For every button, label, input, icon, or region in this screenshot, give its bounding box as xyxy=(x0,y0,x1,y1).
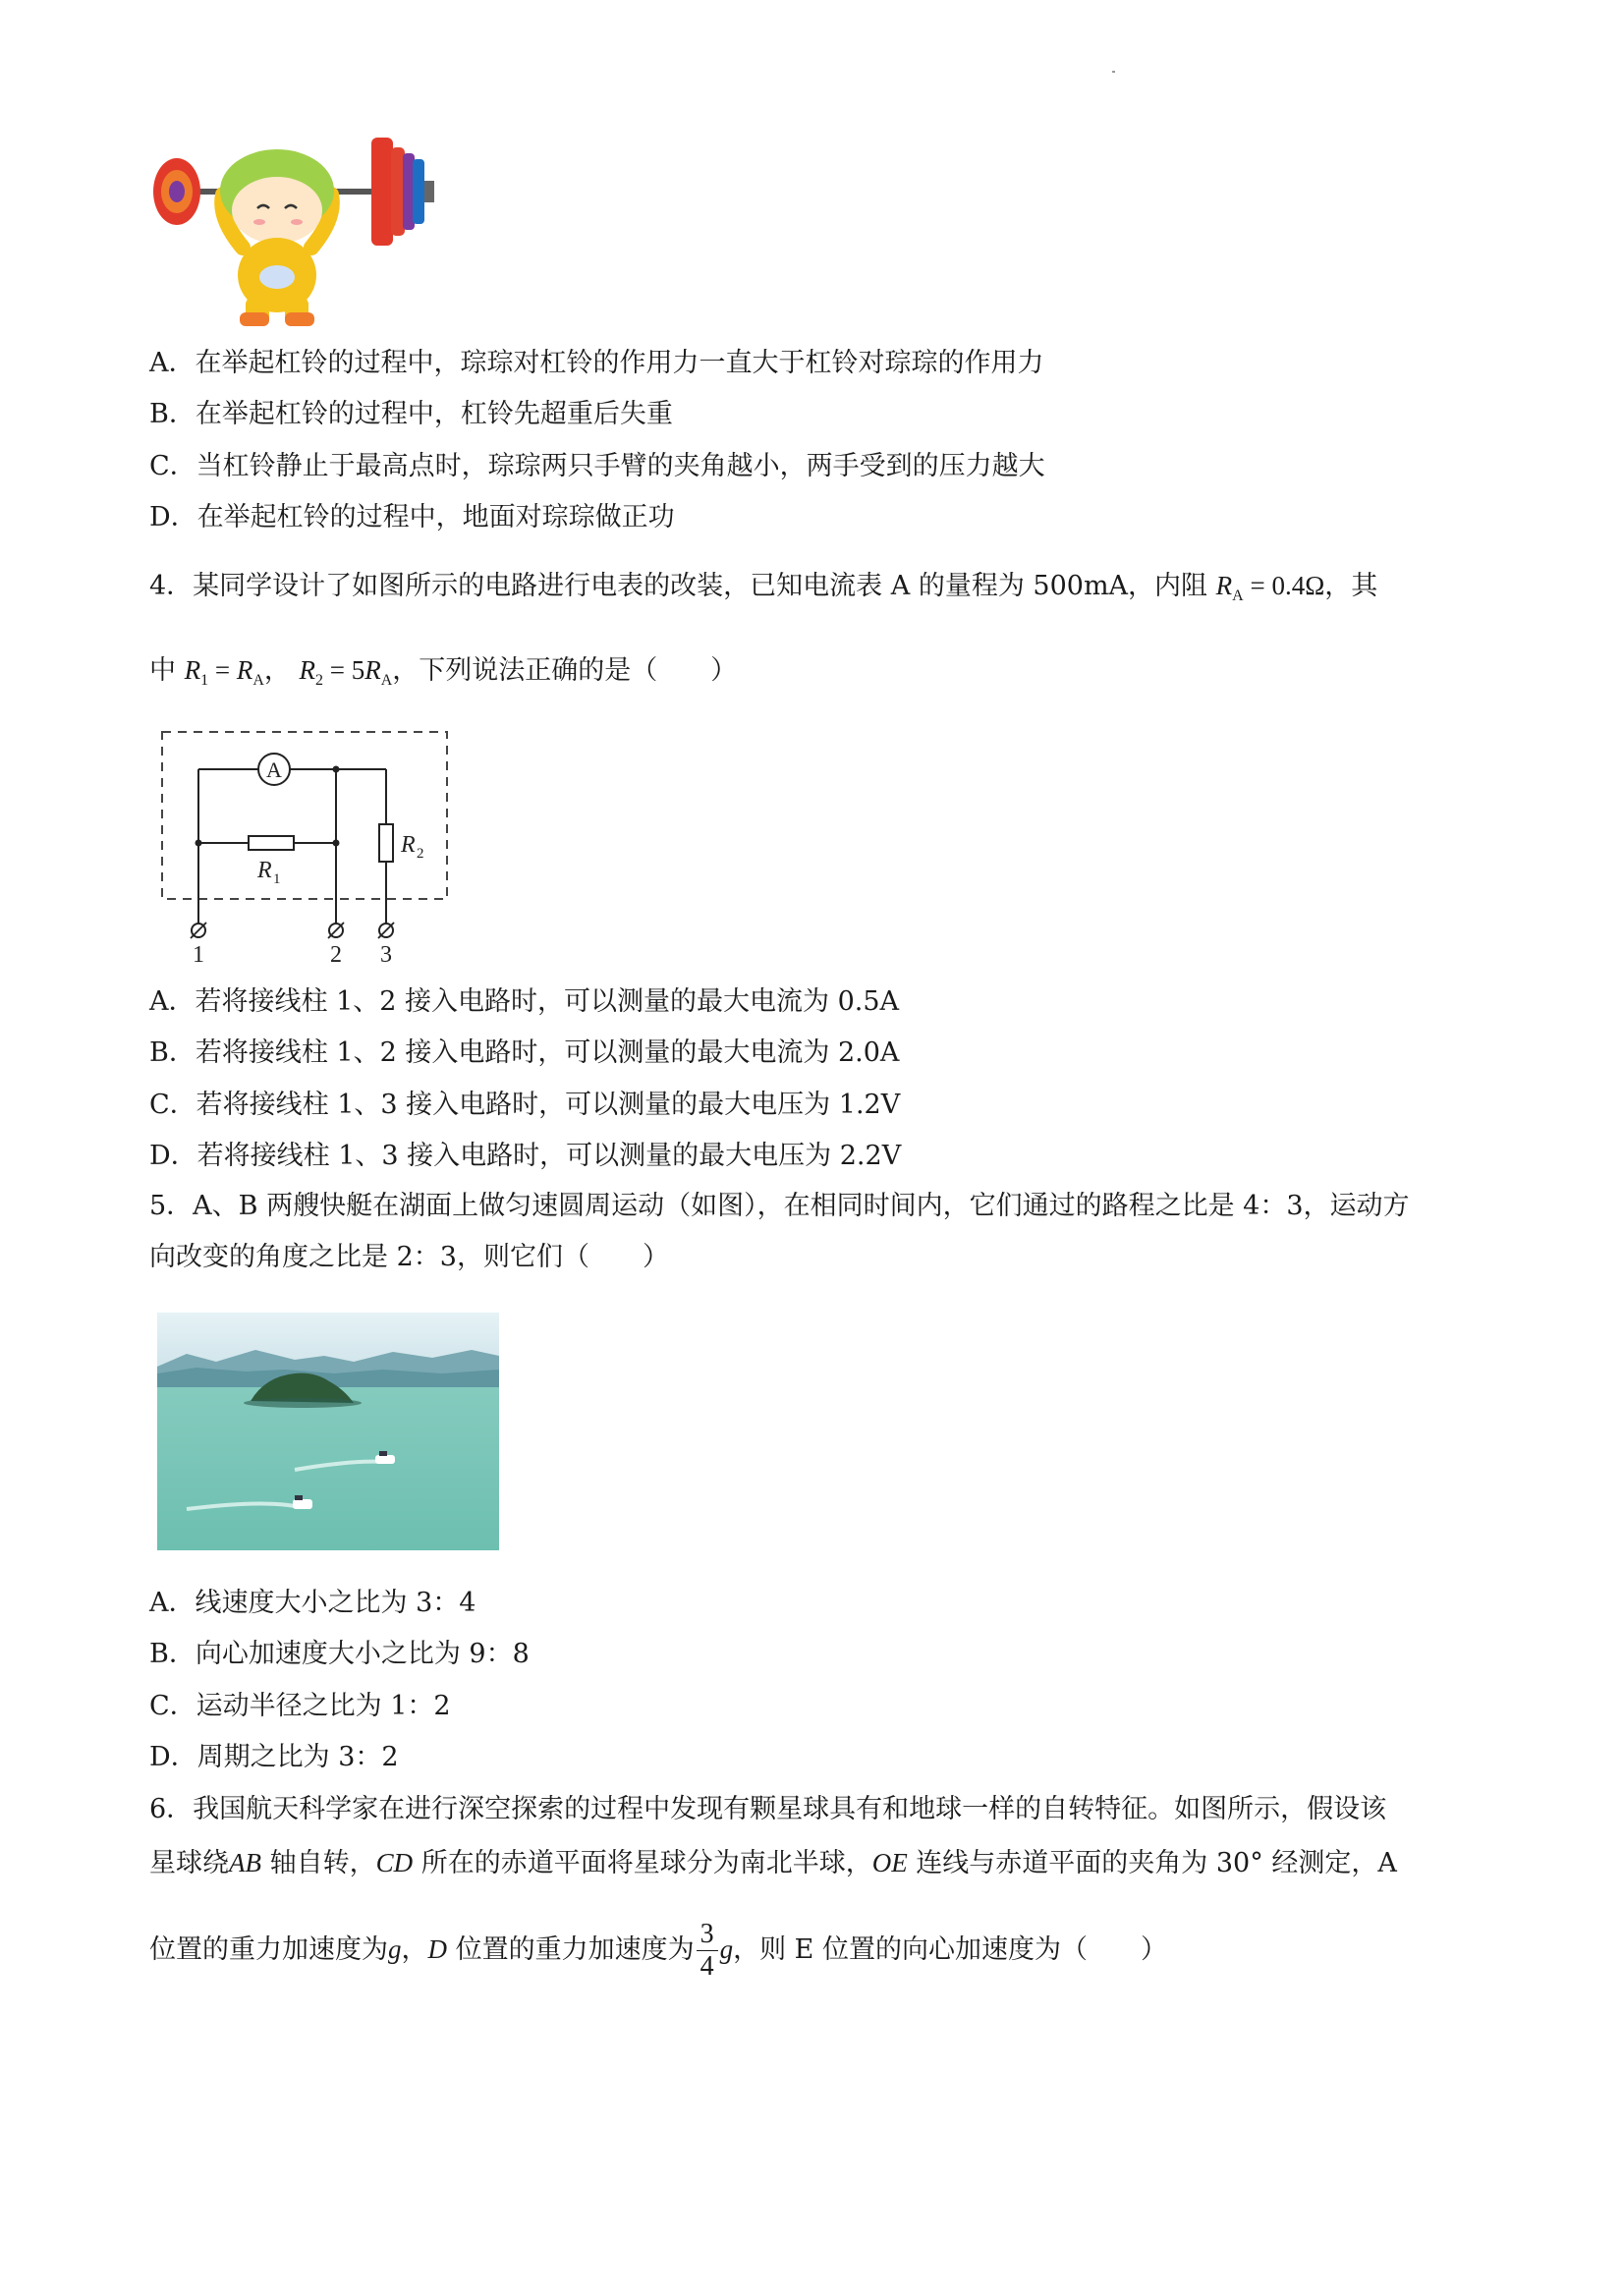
circuit-dashed-box xyxy=(162,732,447,899)
q6-frac-den: 4 xyxy=(700,1951,714,1982)
q6-fraction xyxy=(697,1919,718,1983)
scan-dot xyxy=(1112,71,1115,73)
q6-frac-num: 3 xyxy=(697,1919,718,1951)
boat-b-icon xyxy=(375,1455,395,1464)
q4-r2-formula: $R_2 = 5R_A$ xyxy=(299,655,393,689)
q4-stem-prefix: 中 xyxy=(149,655,176,686)
q6-g: g xyxy=(388,1934,402,1964)
ammeter-label: A xyxy=(266,757,282,782)
q6-oe: OE xyxy=(871,1848,908,1877)
q4-option-a: A．若将接线柱 1、2 接入电路时，可以测量的最大电流为 0.5A xyxy=(149,986,900,1017)
r2-resistor xyxy=(379,824,393,862)
circuit-diagram xyxy=(147,722,462,968)
q6-g2: g xyxy=(719,1934,734,1964)
q6-stem-line3 xyxy=(149,1914,1167,1986)
r1-label: R xyxy=(257,858,272,883)
q5-option-c: C．运动半径之比为 1：2 xyxy=(149,1691,451,1721)
speedboats-lake-photo xyxy=(157,1313,499,1550)
boat-a-icon xyxy=(293,1499,312,1509)
q3-option-c: C．当杠铃静止于最高点时，琮琮两只手臂的夹角越小，两手受到的压力越大 xyxy=(149,451,1045,481)
q5-option-d: D．周期之比为 3：2 xyxy=(149,1742,399,1772)
r1-sub: 1 xyxy=(273,871,281,887)
q3-option-b: B．在举起杠铃的过程中，杠铃先超重后失重 xyxy=(149,399,673,429)
q4-option-d: D．若将接线柱 1、3 接入电路时，可以测量的最大电压为 2.2V xyxy=(149,1141,902,1171)
q6-axis-ab: AB xyxy=(229,1848,261,1877)
q6-l3-b: ， xyxy=(401,1934,428,1965)
r1-resistor xyxy=(249,836,294,850)
q4-r1-formula: $R_1 = R_A$ xyxy=(184,655,264,689)
q4-question: ，下列说法正确的是（ ） xyxy=(392,655,738,686)
q4-stem-text: 4．某同学设计了如图所示的电路进行电表的改装，已知电流表 A 的量程为 500mA，内阻 xyxy=(149,571,1208,601)
q6-l3-d: ，则 E 位置的向心加速度为（ ） xyxy=(733,1934,1167,1965)
q4-option-b: B．若将接线柱 1、2 接入电路时，可以测量的最大电流为 2.0A xyxy=(149,1037,900,1068)
r2-label: R xyxy=(401,832,416,858)
q4-stem-line2 xyxy=(149,650,737,700)
q6-l2-d: 连线与赤道平面的夹角为 30° 经测定，A xyxy=(916,1848,1397,1878)
q6-stem-line1: 6．我国航天科学家在进行深空探索的过程中发现有颗星球具有和地球一样的自转特征。如图所示，假设该 xyxy=(149,1794,1387,1824)
q4-stem-line1 xyxy=(149,566,1377,616)
q6-l3-a: 位置的重力加速度为 xyxy=(149,1934,388,1965)
q6-l2-a: 星球绕 xyxy=(149,1848,229,1878)
q4-ra-value: = 0.4Ω xyxy=(1250,571,1325,600)
q6-cd: CD xyxy=(375,1848,414,1877)
terminal-1-label: 1 xyxy=(193,942,204,968)
q6-l2-b: 轴自转， xyxy=(269,1848,376,1878)
q6-stem-line2 xyxy=(149,1843,1397,1883)
terminal-2-label: 2 xyxy=(330,942,342,968)
q5-option-a: A．线速度大小之比为 3：4 xyxy=(149,1588,476,1618)
q4-ra-formula: $R_A = 0.4\Omega$ xyxy=(1215,571,1325,604)
q4-option-c: C．若将接线柱 1、3 接入电路时，可以测量的最大电压为 1.2V xyxy=(149,1090,901,1120)
q3-option-a: A．在举起杠铃的过程中，琮琮对杠铃的作用力一直大于杠铃对琮琮的作用力 xyxy=(149,348,1044,378)
q6-l2-c: 所在的赤道平面将星球分为南北半球， xyxy=(420,1848,872,1878)
q4-stem-tail: ，其 xyxy=(1324,571,1378,601)
q5-option-b: B．向心加速度大小之比为 9：8 xyxy=(149,1639,530,1669)
terminal-3-label: 3 xyxy=(380,942,392,968)
q6-l3-c: 位置的重力加速度为 xyxy=(455,1934,695,1965)
q3-option-d: D．在举起杠铃的过程中，地面对琮琮做正功 xyxy=(149,502,675,532)
q5-stem-line1: 5．A、B 两艘快艇在湖面上做匀速圆周运动（如图），在相同时间内，它们通过的路程之比是 4：3，运动方 xyxy=(149,1191,1410,1221)
r2-sub: 2 xyxy=(417,846,424,862)
q4-comma: ， xyxy=(263,655,291,686)
q5-stem-line2: 向改变的角度之比是 2：3，则它们（ ） xyxy=(149,1242,669,1272)
mascot-weightlifting-image xyxy=(149,130,440,330)
q6-D: D xyxy=(427,1934,447,1964)
